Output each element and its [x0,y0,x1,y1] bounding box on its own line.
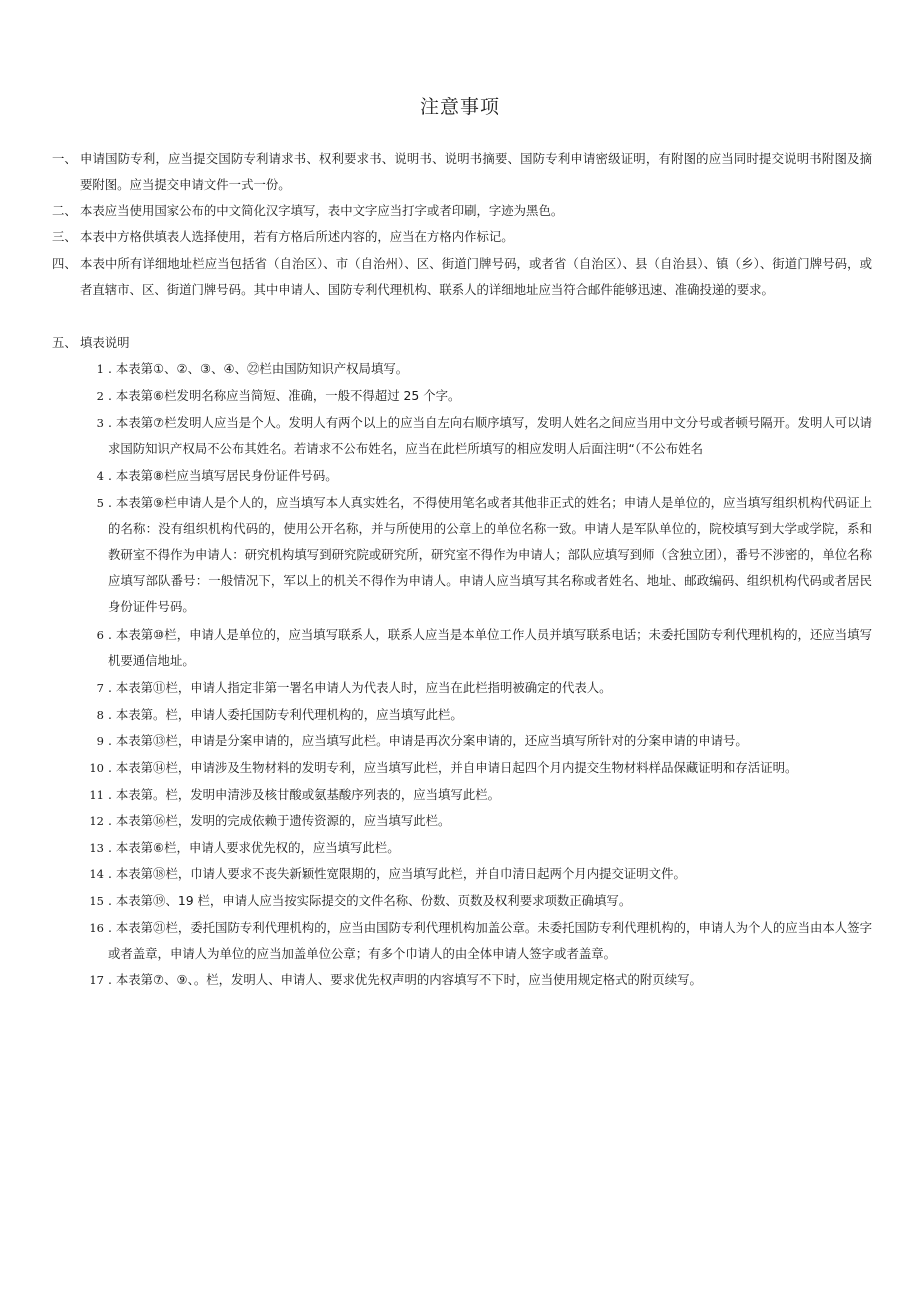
item-number: 11 [89,788,104,802]
item-number: 17 [89,973,104,987]
list-item [76,967,872,993]
list-item [76,782,872,808]
section-label: 五、 [52,335,77,350]
item-number: 6 [96,628,104,642]
item-text: . 本表第⑥栏发明名称应当简短、准确，一般不得超过 25 个字。 [108,388,461,403]
item-number: 2 [96,389,104,403]
item-number: 15 [89,894,104,908]
list-item [76,463,872,489]
section-label: 二、 [52,203,77,218]
list-item [76,861,872,887]
list-item [76,702,872,728]
list-item [76,410,872,462]
section-label: 三、 [52,229,77,244]
item-number: 12 [89,814,104,828]
section-1 [52,146,872,198]
item-number: 8 [96,708,104,722]
item-text: . 本表第⑦、⑨、。栏，发明人、申请人、要求优先权声明的内容填写不下时，应当使用规定格式的附页续写。 [108,972,702,987]
list-item [76,356,872,382]
list-item [76,808,872,834]
list-item [76,728,872,754]
item-text: . 本表第⑲、19 栏，申请人应当按实际提交的文件名称、份数、页数及权利要求项数正确填写。 [108,893,632,908]
section-3 [52,224,872,250]
list-item [76,622,872,674]
list-item [76,888,872,914]
item-text: . 本表第⑨栏申请人是个人的，应当填写本人真实姓名，不得使用笔名或者其他非正式的姓名；申请人是单位的，应当填写组织机构代码证上的名称：没有组织机构代码的，使用公开名称，并与所使用的公章上的单位名称一致。申请人是军队单位的，院校填写到大学或学院，系和教研室不得作为申请人：研究机构填写到研究院或研究所，研究室不得作为申请人；部队应填写到师（含独立团），番号不涉密的，单位名称应填写部队番号：一般情况下，军以上的机关不得作为申请人。申请人应当填写其名称或者姓名、地址、邮政编码、组织机构代码或者居民身份证件号码。 [108,495,872,614]
section-label: 四、 [52,256,77,271]
section-text: 申请国防专利，应当提交国防专利请求书、权利要求书、说明书、说明书摘要、国防专利申请密级证明，有附图的应当同时提交说明书附图及摘要附图。应当提交申请文件一式一份。 [80,151,872,192]
section-4 [52,251,872,303]
item-text: . 本表第⑪栏，申请人指定非第一署名申请人为代表人时，应当在此栏指明被确定的代表人。 [108,680,612,695]
item-text: . 本表第①、②、③、④、㉒栏由国防知识产权局填写。 [108,361,409,376]
section-text: 本表应当使用国家公布的中文简化汉字填写，表中文字应当打字或者印刷，字迹为黑色。 [80,203,564,218]
item-text: . 本表第⑧栏应当填写居民身份证件号码。 [108,468,338,483]
section-2 [52,198,872,224]
item-number: 4 [96,469,104,483]
list-item [76,755,872,781]
item-number: 3 [96,416,104,430]
item-number: 10 [89,761,104,775]
item-number: 5 [96,496,104,510]
item-text: . 本表第⑥栏，申请人要求优先权的，应当填写此栏。 [108,840,400,855]
section-5 [52,330,872,356]
item-text: . 本表第⑩栏，申请人是单位的，应当填写联系人，联系人应当是本单位工作人员并填写联系电话；未委托国防专利代理机构的，还应当填写机要通信地址。 [108,627,872,668]
item-text: . 本表第。栏，申请人委托国防专利代理机构的，应当填写此栏。 [108,707,463,722]
item-text: . 本表第⑱栏，巾请人要求不丧失新颖性宽限期的，应当填写此栏，并自巾清日起两个月内提交证明文件。 [108,866,686,881]
section-text: 本表中所有详细地址栏应当包括省（自治区）、市（自治州）、区、街道门牌号码，或者省（自治区）、县（自治县）、镇（乡）、街道门牌号码，或者直辖市、区、街道门牌号码。其中申请人、国防专利代理机构、联系人的详细地址应当符合邮件能够迅速、准确投递的要求。 [80,256,872,297]
item-text: . 本表第⑭栏，申请涉及生物材料的发明专利，应当填写此栏，并自申请日起四个月内提交生物材料样品保藏证明和存活证明。 [108,760,798,775]
list-item [76,490,872,620]
item-text: . 本表第㉑栏，委托国防专利代理机构的，应当由国防专利代理机构加盖公章。未委托国防专利代理机构的，申请人为个人的应当由本人签字或者盖章，申请人为单位的应当加盖单位公章；有多个巾请人的由全体申请人签字或者盖章。 [108,920,872,961]
item-number: 7 [96,681,104,695]
item-text: . 本表第⑬栏，申请是分案申请的，应当填写此栏。申请是再次分案申请的，还应当填写所针对的分案申请的申请号。 [108,733,748,748]
section-label: 一、 [52,151,77,166]
section-text: 本表中方格供填表人选择使用，若有方格后所述内容的，应当在方格内作标记。 [80,229,514,244]
section-text: 填表说明 [80,335,130,350]
page-title: 注意事项 [419,96,500,118]
item-number: 1 [96,362,104,376]
item-text: . 本表第⑦栏发明人应当是个人。发明人有两个以上的应当自左向右顺序填写，发明人姓名之间应当用中文分号或者顿号隔开。发明人可以请求国防知识产权局不公布其姓名。若请求不公布姓名，应当在此栏所填写的相应发明人后面注明“（不公布姓名 [108,415,872,456]
item-number: 16 [89,921,104,935]
item-number: 13 [89,841,104,855]
item-text: . 本表第⑯栏，发明的完成依赖于遗传资源的，应当填写此栏。 [108,813,451,828]
item-number: 9 [96,734,104,748]
item-text: . 本表第。栏，发明申清涉及核甘酸或氨基酸序列表的，应当填写此栏。 [108,787,500,802]
list-item [76,383,872,409]
list-item [76,675,872,701]
list-item [76,915,872,967]
list-item [76,835,872,861]
item-number: 14 [89,867,104,881]
